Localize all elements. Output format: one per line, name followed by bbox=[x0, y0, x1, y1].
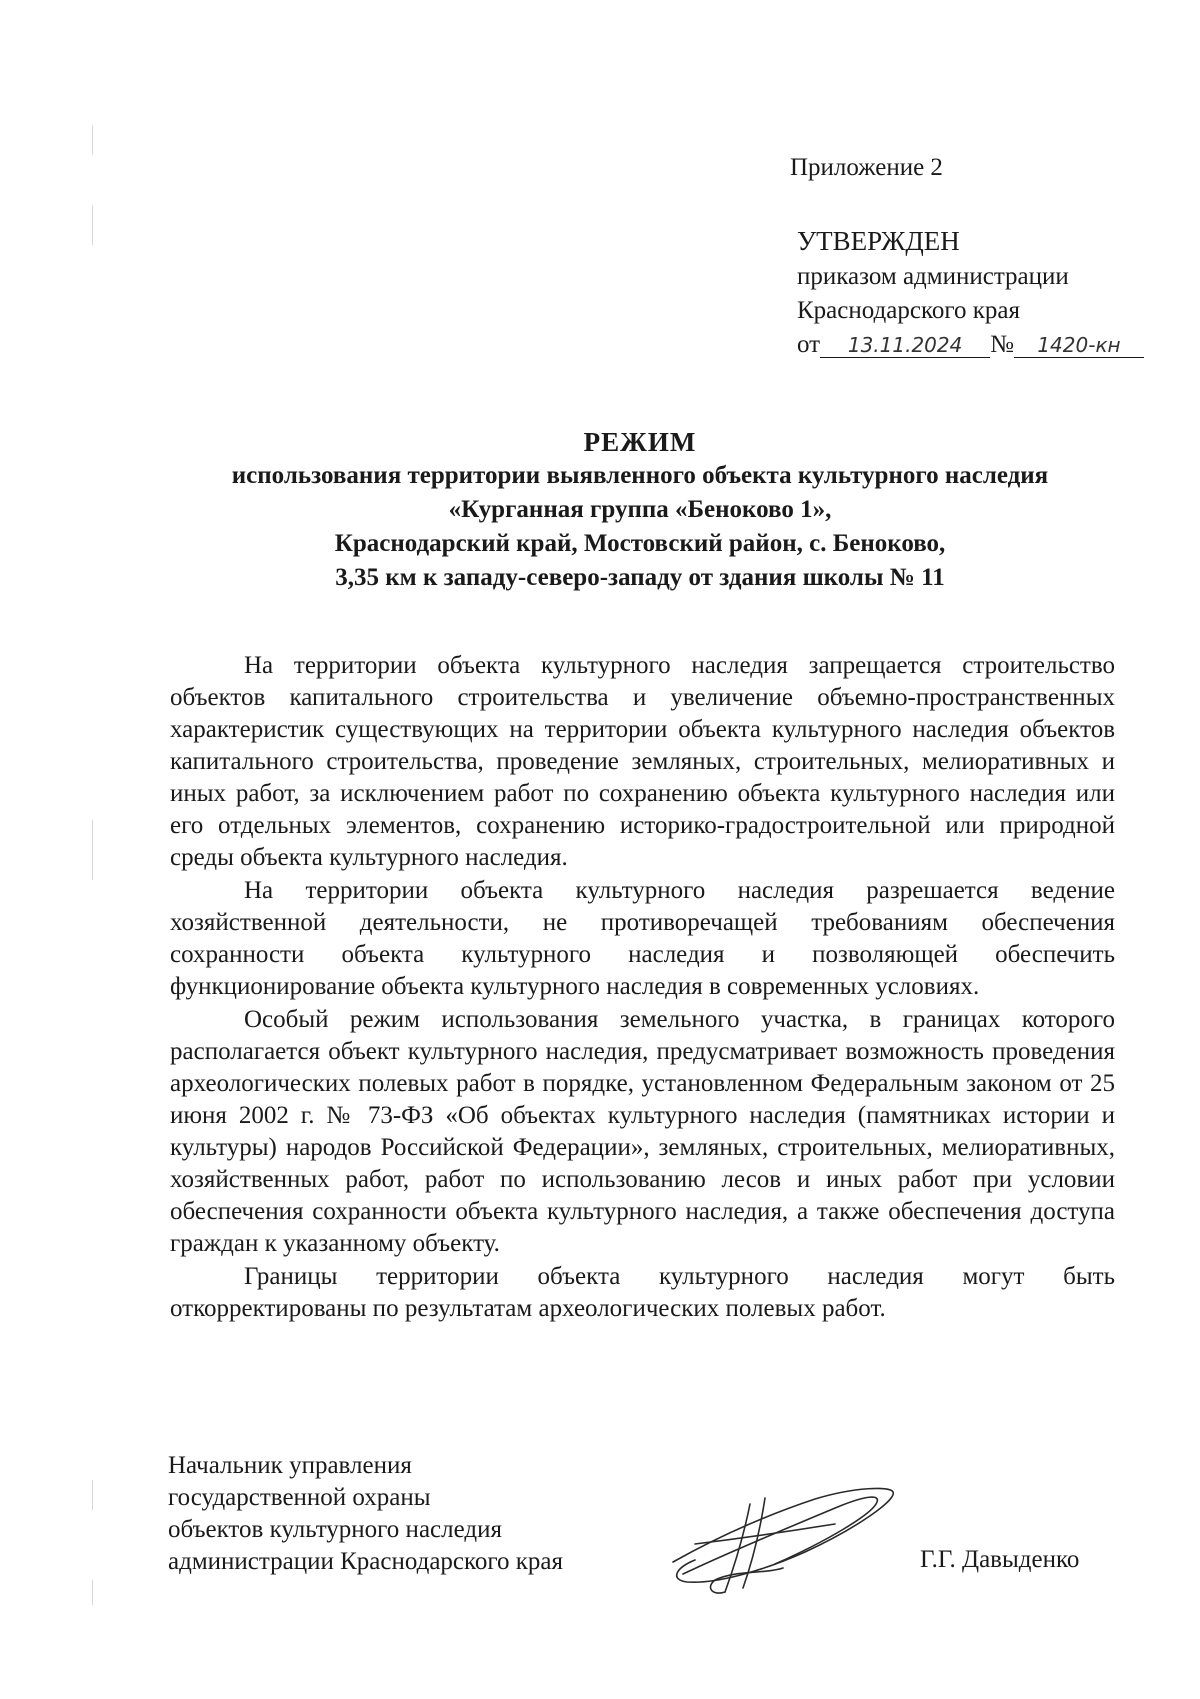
approval-line: приказом администрации bbox=[797, 263, 1069, 290]
body-paragraph: На территории объекта культурного наследия запрещается строительство объектов капитального строительства и увеличение объемно-пространственных характеристик существующих на территории объекта культурного наследия объектов капитального строительства, проведение земляных, строительных, мелиоративных и иных работ, за исключением работ по сохранению объекта культурного наследия или его отдельных элементов, сохранению историко-градостроительной или природной среды объекта культурного наследия. bbox=[170, 652, 1115, 871]
scan-edge-mark bbox=[92, 820, 93, 880]
order-date-handwritten: 13.11.2024 bbox=[820, 333, 990, 358]
signatory-line: администрации Краснодарского края bbox=[168, 1548, 564, 1575]
appendix-label: Приложение 2 bbox=[790, 154, 943, 181]
signatory-position bbox=[168, 1450, 563, 1578]
title-line: использования территории выявленного объекта культурного наследия bbox=[231, 462, 1049, 489]
approval-line: Краснодарского края bbox=[797, 297, 1020, 324]
scan-edge-mark bbox=[92, 1580, 93, 1605]
document-body bbox=[170, 650, 1115, 1326]
date-prefix: от bbox=[797, 331, 821, 358]
document-title: РЕЖИМ bbox=[583, 427, 697, 457]
signatory-line: Начальник управления bbox=[168, 1452, 412, 1479]
order-date-number-line bbox=[797, 328, 1144, 362]
approved-heading: УТВЕРЖДЕН bbox=[797, 226, 960, 256]
order-number-handwritten: 1420-кн bbox=[1014, 333, 1144, 358]
signer-name: Г.Г. Давыденко bbox=[920, 1546, 1080, 1573]
body-paragraph: Границы территории объекта культурного наследия могут быть откорректированы по результатам археологических полевых работ. bbox=[170, 1263, 1115, 1322]
signatory-line: объектов культурного наследия bbox=[168, 1516, 502, 1543]
document-title-block bbox=[120, 425, 1160, 595]
number-sign: № bbox=[990, 331, 1014, 358]
title-line: «Курганная группа «Беноково 1», bbox=[448, 496, 832, 523]
body-paragraph: На территории объекта культурного наследия разрешается ведение хозяйственной деятельности, не противоречащей требованиям обеспечения сохранности объекта культурного наследия и позволяющей обеспечить функционирование объекта культурного наследия в современных условиях. bbox=[170, 877, 1115, 1000]
title-line: 3,35 км к западу-северо-западу от здания школы № 11 bbox=[335, 564, 945, 591]
title-line: Краснодарский край, Мостовский район, с. Беноково, bbox=[334, 530, 946, 557]
approval-block bbox=[797, 224, 1144, 362]
scan-edge-mark bbox=[92, 205, 93, 245]
handwritten-signature bbox=[665, 1484, 910, 1599]
body-paragraph: Особый режим использования земельного участка, в границах которого располагается объект культурного наследия, предусматривает возможность проведения археологических полевых работ в порядке, установленном Федеральным законом от 25 июня 2002 г. № 73-ФЗ «Об объектах культурного наследия (памятниках истории и культуры) народов Российской Федерации», земляных, строительных, мелиоративных, хозяйственных работ, работ по использованию лесов и иных работ при условии обеспечения сохранности объекта культурного наследия, а также обеспечения доступа граждан к указанному объекту. bbox=[170, 1006, 1115, 1257]
scan-edge-mark bbox=[92, 1480, 93, 1510]
signatory-line: государственной охраны bbox=[168, 1484, 431, 1511]
scan-edge-mark bbox=[92, 125, 93, 155]
